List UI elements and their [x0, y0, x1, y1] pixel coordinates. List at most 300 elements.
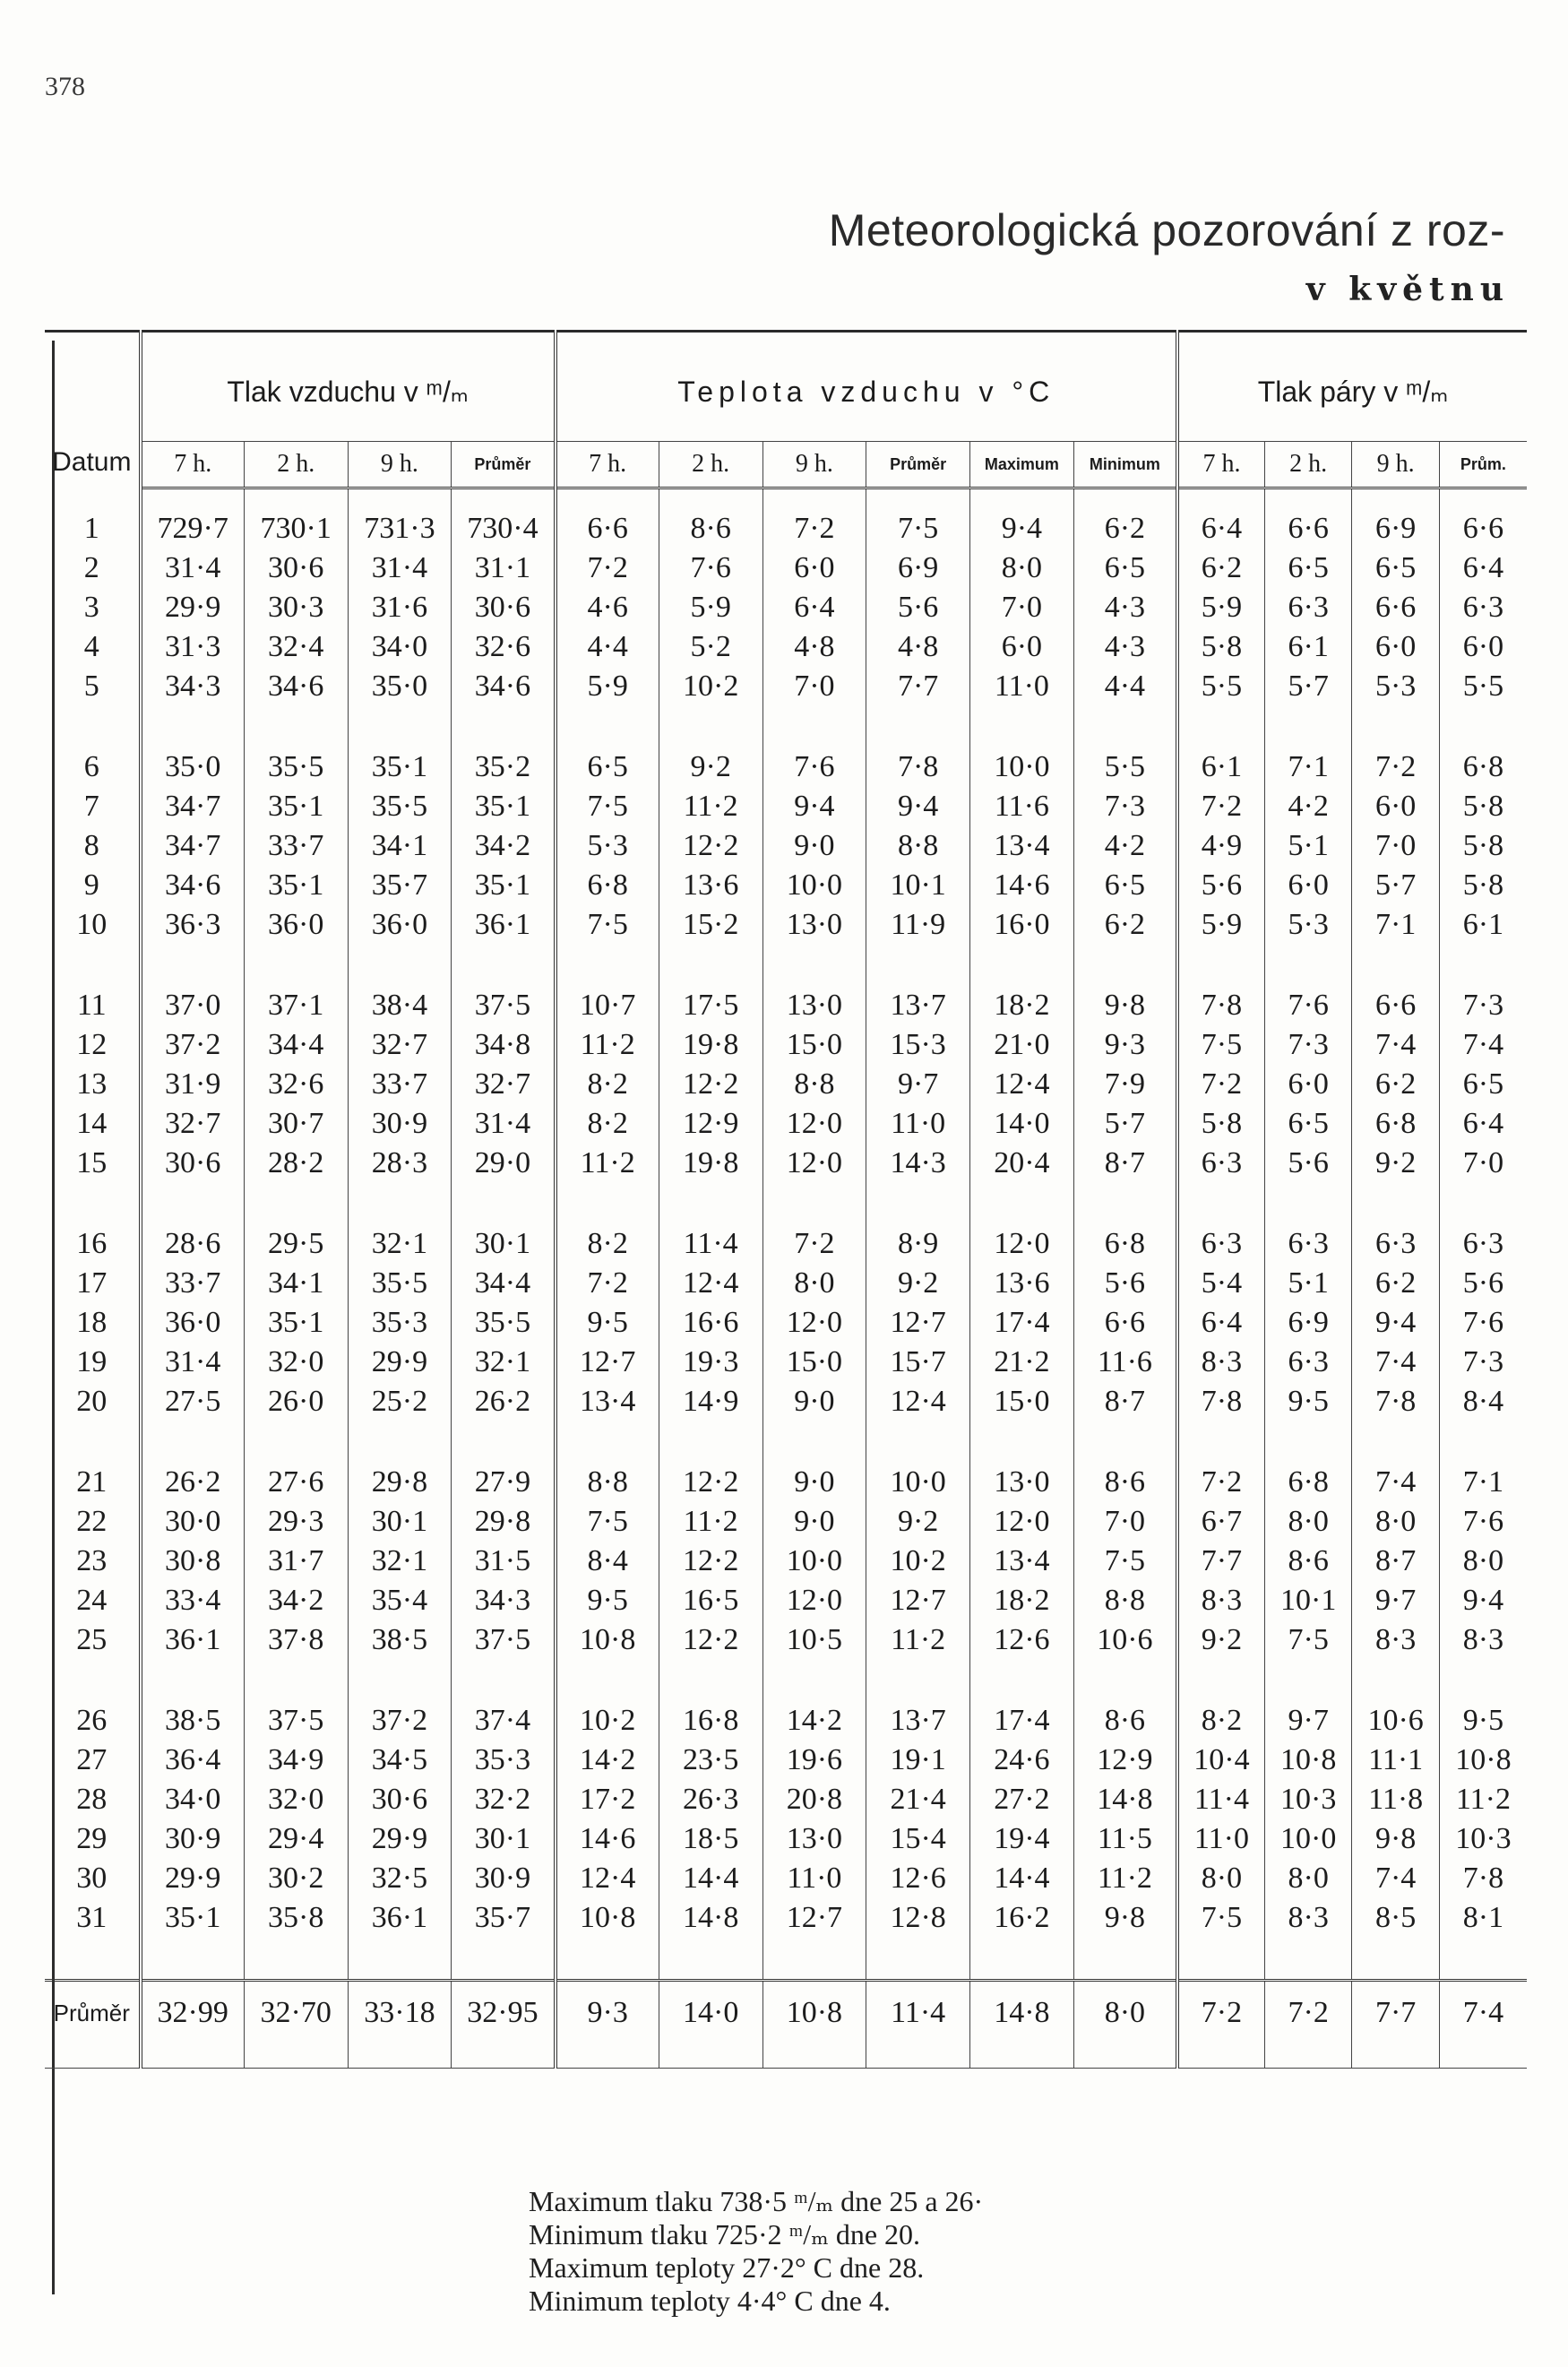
- value-cell: 7·6: [1264, 986, 1351, 1025]
- value-cell: 10·0: [762, 1542, 866, 1581]
- value-cell: 6·1: [1439, 905, 1527, 945]
- value-cell: 8·2: [556, 1065, 659, 1104]
- value-cell: 9·4: [866, 787, 970, 826]
- value-cell: 6·3: [1352, 1224, 1439, 1264]
- vapor-col-header: 9 h.: [1352, 442, 1439, 488]
- day-cell: 30: [76, 1862, 108, 1895]
- value-cell: 30·9: [141, 1819, 245, 1859]
- value-cell: 25·2: [348, 1382, 452, 1421]
- value-cell: 6·3: [1177, 1224, 1264, 1264]
- value-cell: 11·9: [866, 905, 970, 945]
- pressure-col-header: 2 h.: [244, 442, 348, 488]
- value-cell: 33·7: [244, 826, 348, 866]
- value-cell: 14·8: [659, 1898, 762, 1938]
- table-row: [45, 1898, 1527, 1938]
- value-cell: 8·8: [762, 1065, 866, 1104]
- value-cell: 10·8: [1264, 1741, 1351, 1780]
- value-cell: 9·8: [1073, 986, 1177, 1025]
- table-row: [45, 1581, 1527, 1620]
- value-cell: 35·0: [141, 747, 245, 787]
- summary-cell: 32·95: [452, 1981, 556, 2045]
- value-cell: 8·1: [1439, 1898, 1527, 1938]
- value-cell: 7·7: [866, 667, 970, 706]
- value-cell: 19·8: [659, 1025, 762, 1065]
- value-cell: 11·5: [1073, 1819, 1177, 1859]
- value-cell: 12·7: [866, 1303, 970, 1343]
- table-row: [45, 1780, 1527, 1819]
- value-cell: 8·0: [762, 1264, 866, 1303]
- value-cell: 7·2: [762, 1224, 866, 1264]
- value-cell: 14·9: [659, 1382, 762, 1421]
- value-cell: 27·6: [244, 1463, 348, 1502]
- value-cell: 15·2: [659, 905, 762, 945]
- summary-label: Průměr: [45, 1981, 141, 2045]
- value-cell: 6·2: [1352, 1065, 1439, 1104]
- value-cell: 5·5: [1073, 747, 1177, 787]
- value-cell: 8·0: [1264, 1502, 1351, 1542]
- value-cell: 18·2: [970, 1581, 1074, 1620]
- value-cell: 6·5: [1073, 549, 1177, 588]
- value-cell: 35·7: [348, 866, 452, 905]
- page-number: 378: [45, 72, 85, 101]
- value-cell: 8·6: [1264, 1542, 1351, 1581]
- value-cell: 12·9: [659, 1104, 762, 1144]
- value-cell: 10·5: [762, 1620, 866, 1660]
- value-cell: 13·6: [970, 1264, 1074, 1303]
- value-cell: 37·5: [244, 1701, 348, 1741]
- value-cell: 32·4: [244, 627, 348, 667]
- table-row: [45, 1343, 1527, 1382]
- value-cell: 7·2: [1177, 787, 1264, 826]
- value-cell: 12·2: [659, 1542, 762, 1581]
- value-cell: 7·2: [1177, 1065, 1264, 1104]
- table-row: [45, 1104, 1527, 1144]
- value-cell: 12·9: [1073, 1741, 1177, 1780]
- summary-cell: 7·2: [1177, 1981, 1264, 2045]
- temperature-group-header: Teplota vzduchu v °C: [556, 332, 1177, 442]
- value-cell: 6·2: [1073, 905, 1177, 945]
- value-cell: 8·3: [1177, 1581, 1264, 1620]
- value-cell: 5·3: [1264, 905, 1351, 945]
- value-cell: 5·6: [1264, 1144, 1351, 1183]
- day-cell: 26: [76, 1704, 108, 1737]
- value-cell: 5·6: [1073, 1264, 1177, 1303]
- table-row: [45, 826, 1527, 866]
- value-cell: 8·6: [1073, 1701, 1177, 1741]
- value-cell: 6·6: [1352, 986, 1439, 1025]
- summary-cell: 9·3: [556, 1981, 659, 2045]
- value-cell: 10·8: [1439, 1741, 1527, 1780]
- table-row: [45, 1701, 1527, 1741]
- value-cell: 6·8: [556, 866, 659, 905]
- day-cell: 18: [76, 1306, 108, 1339]
- extremes-notes: [529, 2185, 983, 2318]
- value-cell: 5·1: [1264, 826, 1351, 866]
- value-cell: 36·1: [348, 1898, 452, 1938]
- value-cell: 7·4: [1352, 1463, 1439, 1502]
- value-cell: 35·3: [452, 1741, 556, 1780]
- value-cell: 30·9: [452, 1859, 556, 1898]
- note-line: Minimum tlaku 725·2 ᵐ/ₘ dne 20.: [529, 2218, 921, 2250]
- value-cell: 4·8: [866, 627, 970, 667]
- value-cell: 7·0: [1352, 826, 1439, 866]
- value-cell: 32·1: [348, 1542, 452, 1581]
- value-cell: 7·2: [1352, 747, 1439, 787]
- day-cell: 9: [83, 868, 99, 902]
- value-cell: 7·8: [1177, 1382, 1264, 1421]
- value-cell: 34·4: [452, 1264, 556, 1303]
- value-cell: 11·4: [1177, 1780, 1264, 1819]
- value-cell: 31·6: [348, 588, 452, 627]
- value-cell: 28·6: [141, 1224, 245, 1264]
- value-cell: 6·6: [1264, 509, 1351, 549]
- day-cell: 28: [76, 1783, 108, 1816]
- value-cell: 5·6: [1177, 866, 1264, 905]
- value-cell: 36·4: [141, 1741, 245, 1780]
- day-cell: 31: [76, 1901, 108, 1934]
- vapor-col-header: 7 h.: [1177, 442, 1264, 488]
- value-cell: 17·2: [556, 1780, 659, 1819]
- value-cell: 32·6: [452, 627, 556, 667]
- table-row: [45, 1463, 1527, 1502]
- value-cell: 5·8: [1177, 1104, 1264, 1144]
- value-cell: 8·8: [556, 1463, 659, 1502]
- table-row: [45, 747, 1527, 787]
- value-cell: 16·8: [659, 1701, 762, 1741]
- day-cell: 3: [83, 591, 99, 624]
- value-cell: 5·7: [1073, 1104, 1177, 1144]
- value-cell: 11·2: [659, 1502, 762, 1542]
- value-cell: 5·3: [556, 826, 659, 866]
- value-cell: 7·0: [970, 588, 1074, 627]
- value-cell: 8·2: [556, 1104, 659, 1144]
- table-row: [45, 1859, 1527, 1898]
- value-cell: 28·2: [244, 1144, 348, 1183]
- value-cell: 35·1: [452, 787, 556, 826]
- value-cell: 30·1: [452, 1224, 556, 1264]
- group-spacer-row: [45, 2044, 1527, 2069]
- table-row: [45, 1264, 1527, 1303]
- value-cell: 7·4: [1439, 1025, 1527, 1065]
- value-cell: 31·4: [452, 1104, 556, 1144]
- value-cell: 20·4: [970, 1144, 1074, 1183]
- value-cell: 9·7: [866, 1065, 970, 1104]
- value-cell: 17·4: [970, 1701, 1074, 1741]
- vapor-col-header: 2 h.: [1264, 442, 1351, 488]
- value-cell: 7·3: [1439, 1343, 1527, 1382]
- value-cell: 12·7: [866, 1581, 970, 1620]
- value-cell: 13·7: [866, 1701, 970, 1741]
- day-cell: 12: [76, 1028, 108, 1061]
- value-cell: 15·0: [970, 1382, 1074, 1421]
- value-cell: 9·3: [1073, 1025, 1177, 1065]
- value-cell: 36·1: [452, 905, 556, 945]
- value-cell: 8·3: [1352, 1620, 1439, 1660]
- value-cell: 5·9: [556, 667, 659, 706]
- value-cell: 10·6: [1073, 1620, 1177, 1660]
- value-cell: 8·8: [866, 826, 970, 866]
- value-cell: 36·0: [141, 1303, 245, 1343]
- value-cell: 14·2: [556, 1741, 659, 1780]
- value-cell: 34·1: [348, 826, 452, 866]
- value-cell: 7·2: [556, 549, 659, 588]
- value-cell: 35·2: [452, 747, 556, 787]
- value-cell: 4·8: [762, 627, 866, 667]
- value-cell: 12·0: [762, 1144, 866, 1183]
- value-cell: 9·0: [762, 1502, 866, 1542]
- value-cell: 23·5: [659, 1741, 762, 1780]
- value-cell: 14·4: [659, 1859, 762, 1898]
- group-spacer-row: [45, 488, 1527, 510]
- value-cell: 4·4: [1073, 667, 1177, 706]
- day-cell: 23: [76, 1544, 108, 1577]
- value-cell: 6·5: [1264, 1104, 1351, 1144]
- value-cell: 36·1: [141, 1620, 245, 1660]
- temperature-col-header: 7 h.: [556, 442, 659, 488]
- value-cell: 6·0: [1439, 627, 1527, 667]
- table-row: [45, 986, 1527, 1025]
- note-line: Maximum teploty 27·2° C dne 28.: [529, 2251, 925, 2284]
- day-cell: 21: [76, 1465, 108, 1499]
- table-row: [45, 1741, 1527, 1780]
- value-cell: 7·6: [1439, 1502, 1527, 1542]
- datum-header: Datum: [45, 332, 141, 488]
- value-cell: 19·1: [866, 1741, 970, 1780]
- value-cell: 5·5: [1177, 667, 1264, 706]
- value-cell: 34·8: [452, 1025, 556, 1065]
- value-cell: 14·3: [866, 1144, 970, 1183]
- value-cell: 30·1: [348, 1502, 452, 1542]
- value-cell: 33·7: [348, 1065, 452, 1104]
- value-cell: 10·0: [866, 1463, 970, 1502]
- value-cell: 15·3: [866, 1025, 970, 1065]
- value-cell: 35·5: [348, 1264, 452, 1303]
- value-cell: 16·5: [659, 1581, 762, 1620]
- value-cell: 19·4: [970, 1819, 1074, 1859]
- table-row: [45, 1224, 1527, 1264]
- summary-cell: 11·4: [866, 1981, 970, 2045]
- value-cell: 10·0: [970, 747, 1074, 787]
- value-cell: 16·2: [970, 1898, 1074, 1938]
- value-cell: 31·4: [141, 1343, 245, 1382]
- value-cell: 31·1: [452, 549, 556, 588]
- value-cell: 7·2: [556, 1264, 659, 1303]
- value-cell: 8·3: [1177, 1343, 1264, 1382]
- day-cell: 11: [76, 989, 107, 1022]
- table-row: [45, 1303, 1527, 1343]
- value-cell: 4·3: [1073, 588, 1177, 627]
- value-cell: 8·6: [1073, 1463, 1177, 1502]
- value-cell: 29·8: [348, 1463, 452, 1502]
- value-cell: 6·5: [1352, 549, 1439, 588]
- value-cell: 8·6: [659, 509, 762, 549]
- value-cell: 5·8: [1439, 866, 1527, 905]
- value-cell: 12·6: [866, 1859, 970, 1898]
- value-cell: 12·6: [970, 1620, 1074, 1660]
- table-row: [45, 866, 1527, 905]
- value-cell: 14·4: [970, 1859, 1074, 1898]
- value-cell: 35·3: [348, 1303, 452, 1343]
- value-cell: 34·7: [141, 787, 245, 826]
- value-cell: 19·8: [659, 1144, 762, 1183]
- value-cell: 32·7: [141, 1104, 245, 1144]
- value-cell: 35·4: [348, 1581, 452, 1620]
- value-cell: 11·2: [556, 1025, 659, 1065]
- value-cell: 32·5: [348, 1859, 452, 1898]
- value-cell: 13·4: [556, 1382, 659, 1421]
- value-cell: 7·8: [1177, 986, 1264, 1025]
- value-cell: 730·4: [452, 509, 556, 549]
- table-row: [45, 588, 1527, 627]
- summary-cell: 14·8: [970, 1981, 1074, 2045]
- value-cell: 6·4: [1177, 1303, 1264, 1343]
- value-cell: 9·0: [762, 1463, 866, 1502]
- summary-row: [45, 1981, 1527, 2045]
- value-cell: 6·4: [1439, 549, 1527, 588]
- value-cell: 32·6: [244, 1065, 348, 1104]
- group-spacer-row: [45, 1183, 1527, 1224]
- value-cell: 33·7: [141, 1264, 245, 1303]
- value-cell: 38·4: [348, 986, 452, 1025]
- value-cell: 6·3: [1177, 1144, 1264, 1183]
- value-cell: 12·2: [659, 1065, 762, 1104]
- day-cell: 5: [83, 669, 99, 703]
- value-cell: 12·7: [762, 1898, 866, 1938]
- observation-table: [45, 330, 1527, 2069]
- value-cell: 5·1: [1264, 1264, 1351, 1303]
- value-cell: 4·2: [1264, 787, 1351, 826]
- value-cell: 7·1: [1264, 747, 1351, 787]
- value-cell: 29·4: [244, 1819, 348, 1859]
- value-cell: 10·1: [1264, 1581, 1351, 1620]
- value-cell: 6·0: [1352, 627, 1439, 667]
- value-cell: 11·6: [970, 787, 1074, 826]
- group-spacer-row: [45, 945, 1527, 986]
- value-cell: 6·3: [1264, 588, 1351, 627]
- value-cell: 30·8: [141, 1542, 245, 1581]
- day-cell: 19: [76, 1345, 108, 1378]
- value-cell: 12·0: [970, 1224, 1074, 1264]
- value-cell: 7·4: [1352, 1859, 1439, 1898]
- value-cell: 15·0: [762, 1025, 866, 1065]
- value-cell: 7·5: [556, 905, 659, 945]
- value-cell: 11·2: [1439, 1780, 1527, 1819]
- value-cell: 35·1: [244, 787, 348, 826]
- value-cell: 6·6: [556, 509, 659, 549]
- value-cell: 6·6: [1439, 509, 1527, 549]
- day-cell: 16: [76, 1227, 108, 1260]
- value-cell: 15·7: [866, 1343, 970, 1382]
- value-cell: 12·0: [762, 1303, 866, 1343]
- value-cell: 11·2: [659, 787, 762, 826]
- value-cell: 34·9: [244, 1741, 348, 1780]
- value-cell: 9·2: [866, 1264, 970, 1303]
- temperature-col-header: Průměr: [866, 442, 970, 488]
- value-cell: 29·9: [348, 1343, 452, 1382]
- value-cell: 9·5: [556, 1303, 659, 1343]
- value-cell: 12·4: [970, 1065, 1074, 1104]
- pressure-col-header: 9 h.: [348, 442, 452, 488]
- value-cell: 29·9: [141, 1859, 245, 1898]
- value-cell: 12·2: [659, 1463, 762, 1502]
- value-cell: 14·8: [1073, 1780, 1177, 1819]
- value-cell: 6·9: [1352, 509, 1439, 549]
- page-title: Meteorologická pozorování z roz-: [828, 205, 1505, 255]
- value-cell: 5·8: [1177, 627, 1264, 667]
- value-cell: 6·9: [866, 549, 970, 588]
- value-cell: 35·0: [348, 667, 452, 706]
- value-cell: 9·2: [659, 747, 762, 787]
- value-cell: 7·6: [659, 549, 762, 588]
- value-cell: 34·6: [452, 667, 556, 706]
- value-cell: 30·9: [348, 1104, 452, 1144]
- value-cell: 35·5: [452, 1303, 556, 1343]
- value-cell: 32·7: [452, 1065, 556, 1104]
- value-cell: 6·8: [1352, 1104, 1439, 1144]
- value-cell: 30·6: [348, 1780, 452, 1819]
- value-cell: 730·1: [244, 509, 348, 549]
- value-cell: 11·6: [1073, 1343, 1177, 1382]
- table-row: [45, 1382, 1527, 1421]
- value-cell: 32·2: [452, 1780, 556, 1819]
- value-cell: 36·0: [348, 905, 452, 945]
- value-cell: 7·5: [556, 1502, 659, 1542]
- value-cell: 19·6: [762, 1741, 866, 1780]
- value-cell: 21·2: [970, 1343, 1074, 1382]
- summary-cell: 32·99: [141, 1981, 245, 2045]
- value-cell: 10·4: [1177, 1741, 1264, 1780]
- value-cell: 8·7: [1073, 1382, 1177, 1421]
- value-cell: 6·2: [1352, 1264, 1439, 1303]
- value-cell: 7·5: [1073, 1542, 1177, 1581]
- value-cell: 34·3: [141, 667, 245, 706]
- value-cell: 31·4: [348, 549, 452, 588]
- day-cell: 20: [76, 1385, 108, 1418]
- value-cell: 21·0: [970, 1025, 1074, 1065]
- value-cell: 6·9: [1264, 1303, 1351, 1343]
- value-cell: 12·0: [762, 1581, 866, 1620]
- value-cell: 12·4: [866, 1382, 970, 1421]
- value-cell: 10·6: [1352, 1701, 1439, 1741]
- value-cell: 5·9: [1177, 905, 1264, 945]
- value-cell: 7·7: [1177, 1542, 1264, 1581]
- value-cell: 37·8: [244, 1620, 348, 1660]
- value-cell: 30·6: [141, 1144, 245, 1183]
- value-cell: 14·0: [970, 1104, 1074, 1144]
- value-cell: 9·2: [866, 1502, 970, 1542]
- value-cell: 10·8: [556, 1620, 659, 1660]
- day-cell: 6: [83, 750, 99, 783]
- value-cell: 34·4: [244, 1025, 348, 1065]
- value-cell: 13·0: [970, 1463, 1074, 1502]
- value-cell: 729·7: [141, 509, 245, 549]
- value-cell: 37·2: [348, 1701, 452, 1741]
- value-cell: 5·9: [1177, 588, 1264, 627]
- value-cell: 35·1: [244, 1303, 348, 1343]
- value-cell: 5·5: [1439, 667, 1527, 706]
- value-cell: 17·5: [659, 986, 762, 1025]
- value-cell: 37·0: [141, 986, 245, 1025]
- value-cell: 8·7: [1073, 1144, 1177, 1183]
- value-cell: 29·5: [244, 1224, 348, 1264]
- value-cell: 31·5: [452, 1542, 556, 1581]
- value-cell: 10·2: [866, 1542, 970, 1581]
- value-cell: 11·2: [556, 1144, 659, 1183]
- value-cell: 6·8: [1073, 1224, 1177, 1264]
- value-cell: 26·2: [452, 1382, 556, 1421]
- value-cell: 34·0: [141, 1780, 245, 1819]
- value-cell: 30·7: [244, 1104, 348, 1144]
